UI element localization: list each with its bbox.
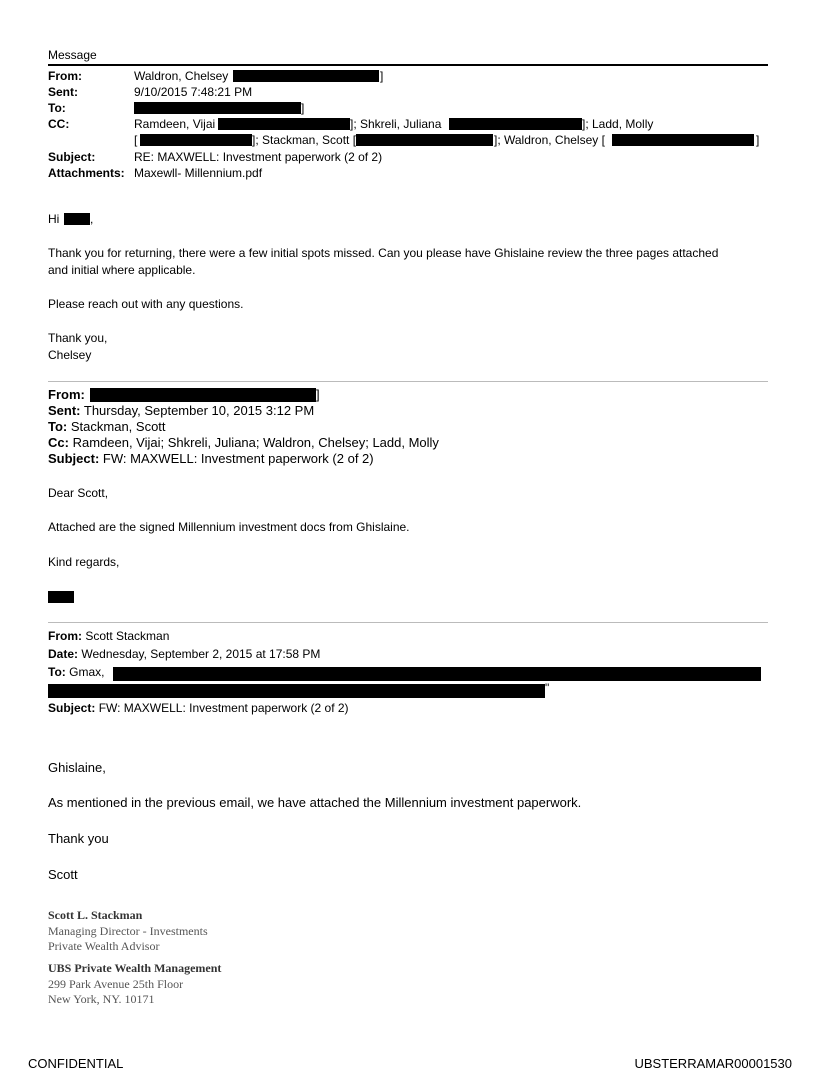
fwd-cc-row — [48, 435, 439, 450]
redaction — [64, 213, 90, 225]
cc-line2-d: ] — [756, 133, 760, 147]
to-close: ] — [301, 101, 305, 115]
redaction — [449, 118, 582, 130]
subject-label: Subject: — [48, 150, 96, 164]
message-title: Message — [48, 48, 97, 62]
fwd-to-value: Stackman, Scott — [70, 419, 166, 434]
sig-org: UBS Private Wealth Management — [48, 961, 222, 975]
fwd-sent-label: Sent: — [48, 403, 81, 418]
orig-from-row — [48, 629, 169, 643]
closing-text: Thank you, — [48, 331, 108, 345]
redaction — [48, 591, 74, 603]
cc-line1-a: Ramdeen, Vijai — [134, 117, 216, 131]
greeting-suffix: , — [90, 212, 94, 226]
sig-role: Private Wealth Advisor — [48, 939, 160, 953]
footer-confidential: CONFIDENTIAL — [28, 1056, 124, 1071]
sent-label: Sent: — [48, 85, 78, 99]
fwd-cc-value: Ramdeen, Vijai; Shkreli, Juliana; Waldron, Chelsey; Ladd, Molly — [72, 435, 439, 450]
redaction — [134, 102, 301, 114]
attachments-label: Attachments: — [48, 166, 125, 180]
body-text: Ghislaine, — [48, 760, 106, 775]
body-text: Dear Scott, — [48, 486, 109, 500]
to-label: To: — [48, 101, 66, 115]
from-close: ] — [380, 69, 384, 83]
orig-subject-label: Subject: — [48, 701, 96, 715]
orig-from-value: Scott Stackman — [85, 629, 170, 643]
cc-line2-b: ]; Stackman, Scott [ — [252, 133, 357, 147]
footer-bates-number: UBSTERRAMAR00001530 — [634, 1056, 792, 1071]
body-text: Attached are the signed Millennium investment docs from Ghislaine. — [48, 520, 410, 534]
redaction — [90, 388, 316, 402]
signature-text: Scott — [48, 867, 78, 882]
fwd-from-close: ] — [316, 387, 320, 402]
orig-date-row — [48, 647, 320, 661]
orig-to-value: Gmax, — [69, 665, 105, 679]
redaction — [612, 134, 754, 146]
sig-title: Managing Director - Investments — [48, 924, 208, 938]
cc-line2-a: [ — [134, 133, 138, 147]
redaction — [113, 667, 761, 681]
cc-line1-c: ]; Ladd, Molly — [582, 117, 654, 131]
redaction — [356, 134, 493, 146]
orig-from-label: From: — [48, 629, 82, 643]
orig-date-value: Wednesday, September 2, 2015 at 17:58 PM — [81, 647, 321, 661]
from-value: Waldron, Chelsey — [134, 69, 229, 83]
fwd-sent-row — [48, 403, 314, 418]
orig-to-label: To: — [48, 665, 66, 679]
divider — [48, 622, 768, 623]
orig-subject-value: FW: MAXWELL: Investment paperwork (2 of 2) — [98, 701, 349, 715]
orig-subject-row — [48, 701, 349, 715]
cc-label: CC: — [48, 117, 70, 131]
body-text: As mentioned in the previous email, we have attached the Millennium investment paperwork. — [48, 795, 582, 810]
sig-name: Scott L. Stackman — [48, 908, 143, 922]
header-rule — [48, 64, 768, 66]
closing-text: Kind regards, — [48, 555, 120, 569]
orig-to-quote: " — [545, 681, 550, 695]
orig-date-label: Date: — [48, 647, 79, 661]
closing-text: Thank you — [48, 831, 109, 846]
fwd-from-label: From: — [48, 387, 85, 402]
fwd-subject-value: FW: MAXWELL: Investment paperwork (2 of 2) — [102, 451, 374, 466]
fwd-to-row — [48, 419, 166, 434]
redaction — [233, 70, 379, 82]
redaction — [218, 118, 350, 130]
body-text: and initial where applicable. — [48, 263, 196, 277]
greeting-prefix: Hi — [48, 212, 60, 226]
body-text: Please reach out with any questions. — [48, 297, 244, 311]
attachment-link[interactable]: Maxewll- Millennium.pdf — [134, 166, 263, 180]
fwd-to-label: To: — [48, 419, 68, 434]
redaction — [48, 684, 545, 698]
fwd-subject-row — [48, 451, 374, 466]
fwd-cc-label: Cc: — [48, 435, 69, 450]
orig-to-row — [48, 665, 104, 679]
signature-text: Chelsey — [48, 348, 92, 362]
sig-address-line1: 299 Park Avenue 25th Floor — [48, 977, 184, 991]
sent-value: 9/10/2015 7:48:21 PM — [134, 85, 253, 99]
cc-line2-c: ]; Waldron, Chelsey [ — [494, 133, 605, 147]
fwd-subject-label: Subject: — [48, 451, 100, 466]
cc-line1-b: ]; Shkreli, Juliana — [350, 117, 442, 131]
redaction — [140, 134, 252, 146]
from-label: From: — [48, 69, 82, 83]
sig-address-line2: New York, NY. 10171 — [48, 992, 155, 1006]
subject-value: RE: MAXWELL: Investment paperwork (2 of 2) — [134, 150, 383, 164]
body-text: Thank you for returning, there were a few initial spots missed. Can you please have Ghislaine review the three pages attached — [48, 246, 719, 260]
divider — [48, 381, 768, 382]
fwd-sent-value: Thursday, September 10, 2015 3:12 PM — [83, 403, 315, 418]
